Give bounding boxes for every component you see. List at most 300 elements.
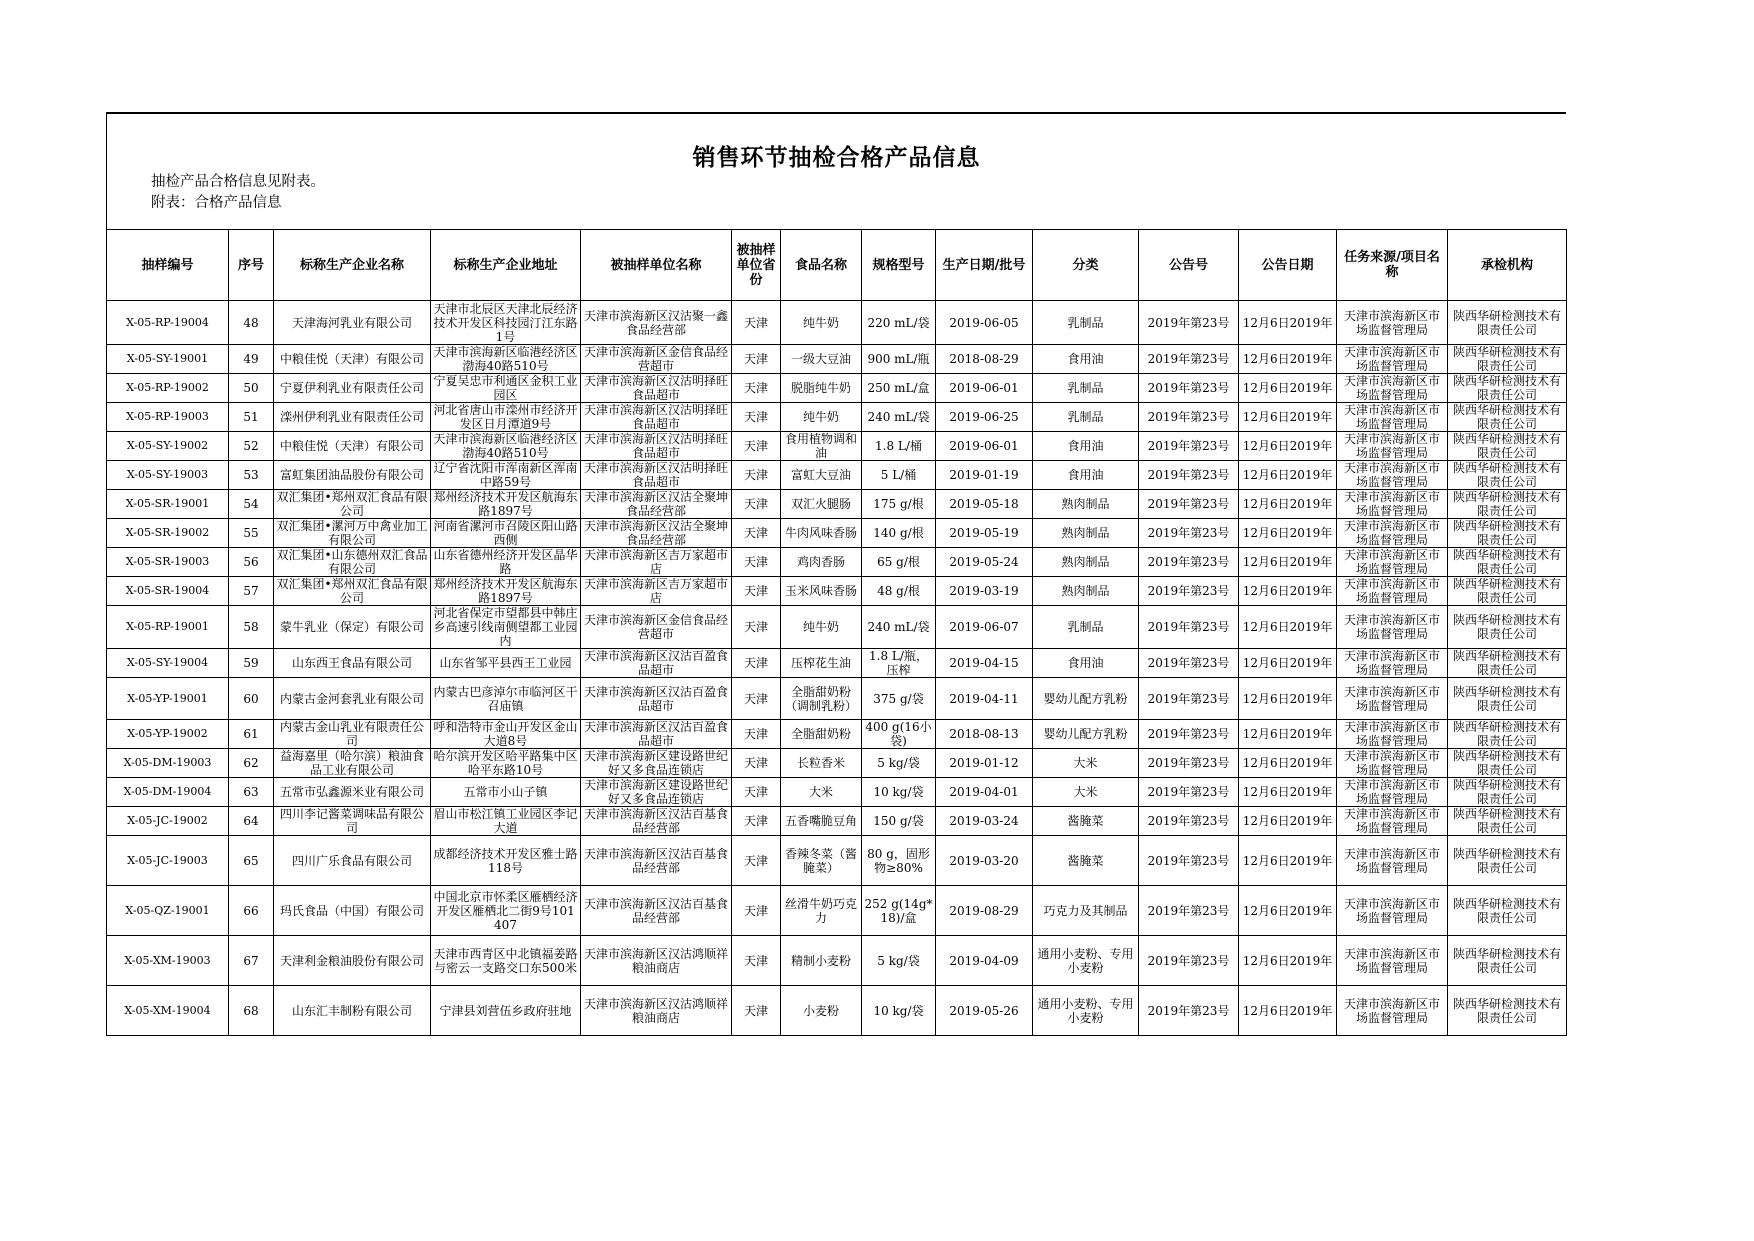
cell-task-source: 天津市滨海新区市场监督管理局 <box>1337 886 1448 936</box>
cell-manufacturer-address: 哈尔滨开发区哈平路集中区哈平东路10号 <box>431 749 581 778</box>
cell-production-date: 2019-04-01 <box>936 778 1033 807</box>
cell-testing-agency: 陕西华研检测技术有限责任公司 <box>1448 403 1567 432</box>
page-title: 销售环节抽检合格产品信息 <box>692 144 981 171</box>
cell-manufacturer-name: 滦州伊利乳业有限责任公司 <box>274 403 431 432</box>
cell-manufacturer-name: 富虹集团油品股份有限公司 <box>274 461 431 490</box>
cell-sampled-unit-name: 天津市滨海新区汉沽全聚坤食品经营部 <box>581 519 732 548</box>
cell-serial-no: 54 <box>229 490 274 519</box>
cell-serial-no: 59 <box>229 649 274 678</box>
table-row <box>107 301 1567 345</box>
cell-category: 巧克力及其制品 <box>1033 886 1139 936</box>
cell-announcement-no: 2019年第23号 <box>1139 403 1239 432</box>
cell-sampled-unit-province: 天津 <box>732 749 781 778</box>
cell-manufacturer-address: 天津市滨海新区临港经济区渤海40路510号 <box>431 432 581 461</box>
cell-manufacturer-address: 辽宁省沈阳市浑南新区浑南中路59号 <box>431 461 581 490</box>
cell-food-name: 压榨花生油 <box>781 649 862 678</box>
cell-announcement-no: 2019年第23号 <box>1139 345 1239 374</box>
cell-testing-agency: 陕西华研检测技术有限责任公司 <box>1448 461 1567 490</box>
cell-sampled-unit-province: 天津 <box>732 345 781 374</box>
cell-announcement-date: 12月6日2019年 <box>1239 749 1337 778</box>
cell-serial-no: 64 <box>229 807 274 836</box>
cell-category: 乳制品 <box>1033 374 1139 403</box>
cell-production-date: 2019-06-01 <box>936 374 1033 403</box>
table-row <box>107 403 1567 432</box>
cell-sampled-unit-province: 天津 <box>732 432 781 461</box>
cell-testing-agency: 陕西华研检测技术有限责任公司 <box>1448 577 1567 606</box>
table-row <box>107 606 1567 649</box>
cell-specification: 10 kg/袋 <box>862 986 936 1036</box>
cell-sampled-unit-name: 天津市滨海新区汉沽百盈食品超市 <box>581 678 732 720</box>
cell-specification: 80 g，固形物≥80% <box>862 836 936 886</box>
cell-production-date: 2019-05-24 <box>936 548 1033 577</box>
cell-manufacturer-name: 玛氏食品（中国）有限公司 <box>274 886 431 936</box>
cell-sampled-unit-name: 天津市滨海新区吉万家超市店 <box>581 577 732 606</box>
cell-category: 食用油 <box>1033 461 1139 490</box>
cell-sampled-unit-name: 天津市滨海新区金信食品经营超市 <box>581 606 732 649</box>
cell-manufacturer-address: 郑州经济技术开发区航海东路1897号 <box>431 577 581 606</box>
cell-announcement-no: 2019年第23号 <box>1139 490 1239 519</box>
cell-announcement-date: 12月6日2019年 <box>1239 345 1337 374</box>
cell-announcement-no: 2019年第23号 <box>1139 461 1239 490</box>
table-row <box>107 649 1567 678</box>
cell-production-date: 2019-01-19 <box>936 461 1033 490</box>
cell-testing-agency: 陕西华研检测技术有限责任公司 <box>1448 374 1567 403</box>
cell-category: 食用油 <box>1033 345 1139 374</box>
cell-category: 酱腌菜 <box>1033 836 1139 886</box>
cell-serial-no: 66 <box>229 886 274 936</box>
cell-task-source: 天津市滨海新区市场监督管理局 <box>1337 548 1448 577</box>
cell-sampled-unit-name: 天津市滨海新区金信食品经营超市 <box>581 345 732 374</box>
cell-sampled-unit-province: 天津 <box>732 886 781 936</box>
cell-production-date: 2019-04-09 <box>936 936 1033 986</box>
cell-manufacturer-name: 蒙牛乳业（保定）有限公司 <box>274 606 431 649</box>
cell-sample-id: X-05-SR-19002 <box>107 519 229 548</box>
cell-task-source: 天津市滨海新区市场监督管理局 <box>1337 936 1448 986</box>
cell-specification: 252 g(14g*18)/盒 <box>862 886 936 936</box>
cell-food-name: 食用植物调和油 <box>781 432 862 461</box>
cell-sampled-unit-name: 天津市滨海新区汉沽百基食品经营部 <box>581 836 732 886</box>
cell-manufacturer-name: 四川广乐食品有限公司 <box>274 836 431 886</box>
cell-announcement-no: 2019年第23号 <box>1139 836 1239 886</box>
cell-sample-id: X-05-SR-19003 <box>107 548 229 577</box>
cell-sampled-unit-name: 天津市滨海新区汉沽百基食品经营部 <box>581 807 732 836</box>
cell-production-date: 2019-03-20 <box>936 836 1033 886</box>
cell-sampled-unit-province: 天津 <box>732 936 781 986</box>
cell-testing-agency: 陕西华研检测技术有限责任公司 <box>1448 519 1567 548</box>
cell-food-name: 玉米风味香肠 <box>781 577 862 606</box>
cell-serial-no: 55 <box>229 519 274 548</box>
cell-sample-id: X-05-SY-19002 <box>107 432 229 461</box>
cell-sampled-unit-name: 天津市滨海新区汉沽明择旺食品超市 <box>581 403 732 432</box>
document-sheet <box>106 112 1566 1036</box>
cell-specification: 220 mL/袋 <box>862 301 936 345</box>
cell-manufacturer-address: 宁夏吴忠市利通区金积工业园区 <box>431 374 581 403</box>
cell-food-name: 纯牛奶 <box>781 301 862 345</box>
cell-specification: 140 g/根 <box>862 519 936 548</box>
table-row <box>107 836 1567 886</box>
cell-specification: 65 g/根 <box>862 548 936 577</box>
cell-sampled-unit-name: 天津市滨海新区汉沽明择旺食品超市 <box>581 461 732 490</box>
cell-category: 食用油 <box>1033 432 1139 461</box>
cell-announcement-no: 2019年第23号 <box>1139 606 1239 649</box>
cell-manufacturer-name: 五常市弘鑫源米业有限公司 <box>274 778 431 807</box>
cell-manufacturer-address: 天津市滨海新区临港经济区渤海40路510号 <box>431 345 581 374</box>
cell-task-source: 天津市滨海新区市场监督管理局 <box>1337 649 1448 678</box>
cell-production-date: 2018-08-29 <box>936 345 1033 374</box>
cell-food-name: 香辣冬菜（酱腌菜） <box>781 836 862 886</box>
cell-task-source: 天津市滨海新区市场监督管理局 <box>1337 836 1448 886</box>
cell-task-source: 天津市滨海新区市场监督管理局 <box>1337 986 1448 1036</box>
cell-serial-no: 58 <box>229 606 274 649</box>
cell-sample-id: X-05-YP-19002 <box>107 720 229 749</box>
cell-task-source: 天津市滨海新区市场监督管理局 <box>1337 807 1448 836</box>
cell-specification: 10 kg/袋 <box>862 778 936 807</box>
cell-task-source: 天津市滨海新区市场监督管理局 <box>1337 577 1448 606</box>
cell-announcement-no: 2019年第23号 <box>1139 374 1239 403</box>
cell-food-name: 全脂甜奶粉（调制乳粉） <box>781 678 862 720</box>
cell-category: 大米 <box>1033 749 1139 778</box>
cell-category: 乳制品 <box>1033 606 1139 649</box>
cell-manufacturer-name: 益海嘉里（哈尔滨）粮油食品工业有限公司 <box>274 749 431 778</box>
cell-sample-id: X-05-DM-19003 <box>107 749 229 778</box>
cell-announcement-date: 12月6日2019年 <box>1239 403 1337 432</box>
cell-manufacturer-name: 山东汇丰制粉有限公司 <box>274 986 431 1036</box>
cell-announcement-date: 12月6日2019年 <box>1239 720 1337 749</box>
table-row <box>107 936 1567 986</box>
cell-category: 熟肉制品 <box>1033 577 1139 606</box>
table-row <box>107 519 1567 548</box>
cell-testing-agency: 陕西华研检测技术有限责任公司 <box>1448 936 1567 986</box>
cell-sampled-unit-name: 天津市滨海新区吉万家超市店 <box>581 548 732 577</box>
cell-serial-no: 52 <box>229 432 274 461</box>
cell-sample-id: X-05-JC-19002 <box>107 807 229 836</box>
cell-testing-agency: 陕西华研检测技术有限责任公司 <box>1448 986 1567 1036</box>
cell-testing-agency: 陕西华研检测技术有限责任公司 <box>1448 778 1567 807</box>
cell-food-name: 鸡肉香肠 <box>781 548 862 577</box>
cell-manufacturer-name: 宁夏伊利乳业有限责任公司 <box>274 374 431 403</box>
cell-manufacturer-address: 河北省唐山市滦州市经济开发区日月潭道9号 <box>431 403 581 432</box>
cell-announcement-no: 2019年第23号 <box>1139 678 1239 720</box>
cell-testing-agency: 陕西华研检测技术有限责任公司 <box>1448 548 1567 577</box>
cell-category: 婴幼儿配方乳粉 <box>1033 720 1139 749</box>
cell-sample-id: X-05-RP-19001 <box>107 606 229 649</box>
cell-task-source: 天津市滨海新区市场监督管理局 <box>1337 490 1448 519</box>
table-row <box>107 432 1567 461</box>
cell-announcement-date: 12月6日2019年 <box>1239 548 1337 577</box>
cell-testing-agency: 陕西华研检测技术有限责任公司 <box>1448 807 1567 836</box>
cell-sampled-unit-province: 天津 <box>732 548 781 577</box>
cell-manufacturer-address: 眉山市松江镇工业园区李记大道 <box>431 807 581 836</box>
cell-manufacturer-address: 山东省邹平县西王工业园 <box>431 649 581 678</box>
cell-food-name: 纯牛奶 <box>781 403 862 432</box>
cell-specification: 1.8 L/桶 <box>862 432 936 461</box>
cell-sampled-unit-province: 天津 <box>732 301 781 345</box>
cell-announcement-no: 2019年第23号 <box>1139 778 1239 807</box>
cell-sampled-unit-province: 天津 <box>732 836 781 886</box>
table-row <box>107 548 1567 577</box>
table-row <box>107 778 1567 807</box>
cell-manufacturer-address: 呼和浩特市金山开发区金山大道8号 <box>431 720 581 749</box>
cell-testing-agency: 陕西华研检测技术有限责任公司 <box>1448 720 1567 749</box>
table-body <box>107 301 1567 1036</box>
cell-manufacturer-name: 天津海河乳业有限公司 <box>274 301 431 345</box>
cell-manufacturer-name: 双汇集团•漯河万中禽业加工有限公司 <box>274 519 431 548</box>
cell-testing-agency: 陕西华研检测技术有限责任公司 <box>1448 606 1567 649</box>
column-header-sample-id: 抽样编号 <box>107 230 229 301</box>
cell-announcement-no: 2019年第23号 <box>1139 749 1239 778</box>
cell-announcement-no: 2019年第23号 <box>1139 986 1239 1036</box>
cell-task-source: 天津市滨海新区市场监督管理局 <box>1337 345 1448 374</box>
table-row <box>107 986 1567 1036</box>
cell-category: 酱腌菜 <box>1033 807 1139 836</box>
cell-serial-no: 48 <box>229 301 274 345</box>
cell-food-name: 一级大豆油 <box>781 345 862 374</box>
cell-testing-agency: 陕西华研检测技术有限责任公司 <box>1448 345 1567 374</box>
cell-specification: 1.8 L/瓶，压榨 <box>862 649 936 678</box>
cell-testing-agency: 陕西华研检测技术有限责任公司 <box>1448 836 1567 886</box>
cell-production-date: 2019-03-24 <box>936 807 1033 836</box>
cell-manufacturer-address: 郑州经济技术开发区航海东路1897号 <box>431 490 581 519</box>
cell-sample-id: X-05-DM-19004 <box>107 778 229 807</box>
column-header-announcement-date: 公告日期 <box>1239 230 1337 301</box>
table-row <box>107 886 1567 936</box>
cell-sample-id: X-05-XM-19004 <box>107 986 229 1036</box>
cell-sample-id: X-05-RP-19002 <box>107 374 229 403</box>
cell-sampled-unit-province: 天津 <box>732 720 781 749</box>
cell-sampled-unit-name: 天津市滨海新区汉沽全聚坤食品经营部 <box>581 490 732 519</box>
cell-production-date: 2019-06-05 <box>936 301 1033 345</box>
cell-task-source: 天津市滨海新区市场监督管理局 <box>1337 403 1448 432</box>
cell-announcement-date: 12月6日2019年 <box>1239 886 1337 936</box>
cell-announcement-no: 2019年第23号 <box>1139 577 1239 606</box>
cell-announcement-no: 2019年第23号 <box>1139 432 1239 461</box>
cell-specification: 5 kg/袋 <box>862 749 936 778</box>
cell-announcement-date: 12月6日2019年 <box>1239 461 1337 490</box>
cell-testing-agency: 陕西华研检测技术有限责任公司 <box>1448 749 1567 778</box>
cell-testing-agency: 陕西华研检测技术有限责任公司 <box>1448 678 1567 720</box>
column-header-category: 分类 <box>1033 230 1139 301</box>
cell-production-date: 2019-04-11 <box>936 678 1033 720</box>
cell-specification: 240 mL/袋 <box>862 606 936 649</box>
cell-announcement-no: 2019年第23号 <box>1139 301 1239 345</box>
cell-sampled-unit-province: 天津 <box>732 649 781 678</box>
cell-sampled-unit-name: 天津市滨海新区汉沽鸿顺祥粮油商店 <box>581 936 732 986</box>
cell-manufacturer-address: 成都经济技术开发区雅士路118号 <box>431 836 581 886</box>
cell-serial-no: 50 <box>229 374 274 403</box>
cell-specification: 5 kg/袋 <box>862 936 936 986</box>
cell-sampled-unit-province: 天津 <box>732 403 781 432</box>
cell-manufacturer-address: 宁津县刘营伍乡政府驻地 <box>431 986 581 1036</box>
cell-announcement-date: 12月6日2019年 <box>1239 374 1337 403</box>
cell-food-name: 富虹大豆油 <box>781 461 862 490</box>
cell-sampled-unit-province: 天津 <box>732 678 781 720</box>
cell-announcement-no: 2019年第23号 <box>1139 936 1239 986</box>
cell-announcement-date: 12月6日2019年 <box>1239 301 1337 345</box>
cell-task-source: 天津市滨海新区市场监督管理局 <box>1337 606 1448 649</box>
cell-manufacturer-name: 双汇集团•郑州双汇食品有限公司 <box>274 577 431 606</box>
cell-announcement-date: 12月6日2019年 <box>1239 836 1337 886</box>
cell-serial-no: 67 <box>229 936 274 986</box>
cell-announcement-date: 12月6日2019年 <box>1239 778 1337 807</box>
cell-category: 通用小麦粉、专用小麦粉 <box>1033 986 1139 1036</box>
cell-category: 熟肉制品 <box>1033 519 1139 548</box>
cell-category: 婴幼儿配方乳粉 <box>1033 678 1139 720</box>
cell-announcement-date: 12月6日2019年 <box>1239 649 1337 678</box>
cell-production-date: 2019-06-01 <box>936 432 1033 461</box>
intro-line: 抽检产品合格信息见附表。 <box>151 174 325 190</box>
cell-food-name: 精制小麦粉 <box>781 936 862 986</box>
cell-sampled-unit-province: 天津 <box>732 778 781 807</box>
qualified-products-table <box>106 229 1567 1036</box>
cell-sample-id: X-05-RP-19004 <box>107 301 229 345</box>
cell-announcement-no: 2019年第23号 <box>1139 720 1239 749</box>
cell-sample-id: X-05-JC-19003 <box>107 836 229 886</box>
cell-sampled-unit-province: 天津 <box>732 577 781 606</box>
column-header-task-source: 任务来源/项目名称 <box>1337 230 1448 301</box>
cell-production-date: 2018-08-13 <box>936 720 1033 749</box>
cell-food-name: 双汇火腿肠 <box>781 490 862 519</box>
cell-specification: 240 mL/袋 <box>862 403 936 432</box>
cell-sampled-unit-province: 天津 <box>732 519 781 548</box>
cell-announcement-no: 2019年第23号 <box>1139 886 1239 936</box>
cell-food-name: 全脂甜奶粉 <box>781 720 862 749</box>
cell-category: 通用小麦粉、专用小麦粉 <box>1033 936 1139 986</box>
cell-production-date: 2019-06-25 <box>936 403 1033 432</box>
cell-testing-agency: 陕西华研检测技术有限责任公司 <box>1448 301 1567 345</box>
cell-sample-id: X-05-YP-19001 <box>107 678 229 720</box>
cell-announcement-date: 12月6日2019年 <box>1239 490 1337 519</box>
table-row <box>107 461 1567 490</box>
cell-sampled-unit-name: 天津市滨海新区汉沽百盈食品超市 <box>581 720 732 749</box>
cell-task-source: 天津市滨海新区市场监督管理局 <box>1337 778 1448 807</box>
cell-food-name: 小麦粉 <box>781 986 862 1036</box>
column-header-announcement-no: 公告号 <box>1139 230 1239 301</box>
cell-sampled-unit-name: 天津市滨海新区汉沽聚一鑫食品经营部 <box>581 301 732 345</box>
cell-category: 大米 <box>1033 778 1139 807</box>
cell-category: 乳制品 <box>1033 301 1139 345</box>
cell-sampled-unit-name: 天津市滨海新区汉沽百基食品经营部 <box>581 886 732 936</box>
cell-announcement-no: 2019年第23号 <box>1139 649 1239 678</box>
cell-food-name: 丝滑牛奶巧克力 <box>781 886 862 936</box>
cell-production-date: 2019-08-29 <box>936 886 1033 936</box>
cell-manufacturer-address: 河南省漯河市召陵区阳山路西侧 <box>431 519 581 548</box>
cell-task-source: 天津市滨海新区市场监督管理局 <box>1337 374 1448 403</box>
cell-production-date: 2019-03-19 <box>936 577 1033 606</box>
appendix-line: 附表：合格产品信息 <box>151 195 282 211</box>
cell-serial-no: 57 <box>229 577 274 606</box>
cell-sampled-unit-province: 天津 <box>732 807 781 836</box>
cell-serial-no: 63 <box>229 778 274 807</box>
cell-testing-agency: 陕西华研检测技术有限责任公司 <box>1448 432 1567 461</box>
cell-testing-agency: 陕西华研检测技术有限责任公司 <box>1448 649 1567 678</box>
cell-manufacturer-address: 河北省保定市望都县中韩庄乡高速引线南侧望都工业园内 <box>431 606 581 649</box>
cell-specification: 375 g/袋 <box>862 678 936 720</box>
column-header-sampled-unit-name: 被抽样单位名称 <box>581 230 732 301</box>
cell-production-date: 2019-05-18 <box>936 490 1033 519</box>
cell-specification: 175 g/根 <box>862 490 936 519</box>
cell-task-source: 天津市滨海新区市场监督管理局 <box>1337 678 1448 720</box>
cell-announcement-no: 2019年第23号 <box>1139 548 1239 577</box>
cell-sample-id: X-05-SR-19004 <box>107 577 229 606</box>
cell-specification: 400 g(16小袋) <box>862 720 936 749</box>
cell-announcement-date: 12月6日2019年 <box>1239 577 1337 606</box>
cell-category: 乳制品 <box>1033 403 1139 432</box>
cell-announcement-no: 2019年第23号 <box>1139 519 1239 548</box>
cell-manufacturer-name: 天津利金粮油股份有限公司 <box>274 936 431 986</box>
cell-sampled-unit-province: 天津 <box>732 606 781 649</box>
table-row <box>107 374 1567 403</box>
cell-manufacturer-name: 中粮佳悦（天津）有限公司 <box>274 345 431 374</box>
table-row <box>107 345 1567 374</box>
cell-announcement-date: 12月6日2019年 <box>1239 606 1337 649</box>
cell-serial-no: 49 <box>229 345 274 374</box>
column-header-manufacturer-address: 标称生产企业地址 <box>431 230 581 301</box>
table-row <box>107 749 1567 778</box>
cell-serial-no: 62 <box>229 749 274 778</box>
table-row <box>107 720 1567 749</box>
cell-task-source: 天津市滨海新区市场监督管理局 <box>1337 301 1448 345</box>
cell-sample-id: X-05-SY-19001 <box>107 345 229 374</box>
table-header-row <box>107 230 1567 301</box>
cell-manufacturer-name: 双汇集团•郑州双汇食品有限公司 <box>274 490 431 519</box>
cell-serial-no: 60 <box>229 678 274 720</box>
cell-announcement-date: 12月6日2019年 <box>1239 986 1337 1036</box>
cell-sample-id: X-05-RP-19003 <box>107 403 229 432</box>
cell-testing-agency: 陕西华研检测技术有限责任公司 <box>1448 886 1567 936</box>
cell-serial-no: 61 <box>229 720 274 749</box>
column-header-specification: 规格型号 <box>862 230 936 301</box>
cell-sampled-unit-province: 天津 <box>732 986 781 1036</box>
cell-category: 熟肉制品 <box>1033 548 1139 577</box>
cell-sample-id: X-05-QZ-19001 <box>107 886 229 936</box>
cell-serial-no: 68 <box>229 986 274 1036</box>
cell-sampled-unit-name: 天津市滨海新区汉沽鸿顺祥粮油商店 <box>581 986 732 1036</box>
cell-specification: 150 g/袋 <box>862 807 936 836</box>
column-header-production-date: 生产日期/批号 <box>936 230 1033 301</box>
table-row <box>107 678 1567 720</box>
cell-sampled-unit-province: 天津 <box>732 461 781 490</box>
cell-specification: 900 mL/瓶 <box>862 345 936 374</box>
cell-task-source: 天津市滨海新区市场监督管理局 <box>1337 432 1448 461</box>
cell-manufacturer-name: 四川李记酱菜调味品有限公司 <box>274 807 431 836</box>
cell-specification: 48 g/根 <box>862 577 936 606</box>
cell-serial-no: 53 <box>229 461 274 490</box>
cell-production-date: 2019-05-19 <box>936 519 1033 548</box>
column-header-sampled-unit-province: 被抽样单位省份 <box>732 230 781 301</box>
column-header-food-name: 食品名称 <box>781 230 862 301</box>
table-row <box>107 807 1567 836</box>
cell-task-source: 天津市滨海新区市场监督管理局 <box>1337 519 1448 548</box>
cell-food-name: 五香嘴脆豆角 <box>781 807 862 836</box>
cell-sampled-unit-province: 天津 <box>732 490 781 519</box>
cell-sampled-unit-province: 天津 <box>732 374 781 403</box>
cell-sample-id: X-05-SY-19004 <box>107 649 229 678</box>
cell-testing-agency: 陕西华研检测技术有限责任公司 <box>1448 490 1567 519</box>
cell-manufacturer-address: 内蒙古巴彦淖尔市临河区干召庙镇 <box>431 678 581 720</box>
table-row <box>107 490 1567 519</box>
cell-manufacturer-name: 山东西王食品有限公司 <box>274 649 431 678</box>
cell-production-date: 2019-01-12 <box>936 749 1033 778</box>
column-header-manufacturer-name: 标称生产企业名称 <box>274 230 431 301</box>
document-header <box>106 114 1566 229</box>
cell-sample-id: X-05-SY-19003 <box>107 461 229 490</box>
cell-announcement-date: 12月6日2019年 <box>1239 432 1337 461</box>
cell-manufacturer-name: 内蒙古金山乳业有限责任公司 <box>274 720 431 749</box>
cell-food-name: 牛肉风味香肠 <box>781 519 862 548</box>
cell-announcement-date: 12月6日2019年 <box>1239 678 1337 720</box>
cell-serial-no: 65 <box>229 836 274 886</box>
cell-food-name: 长粒香米 <box>781 749 862 778</box>
